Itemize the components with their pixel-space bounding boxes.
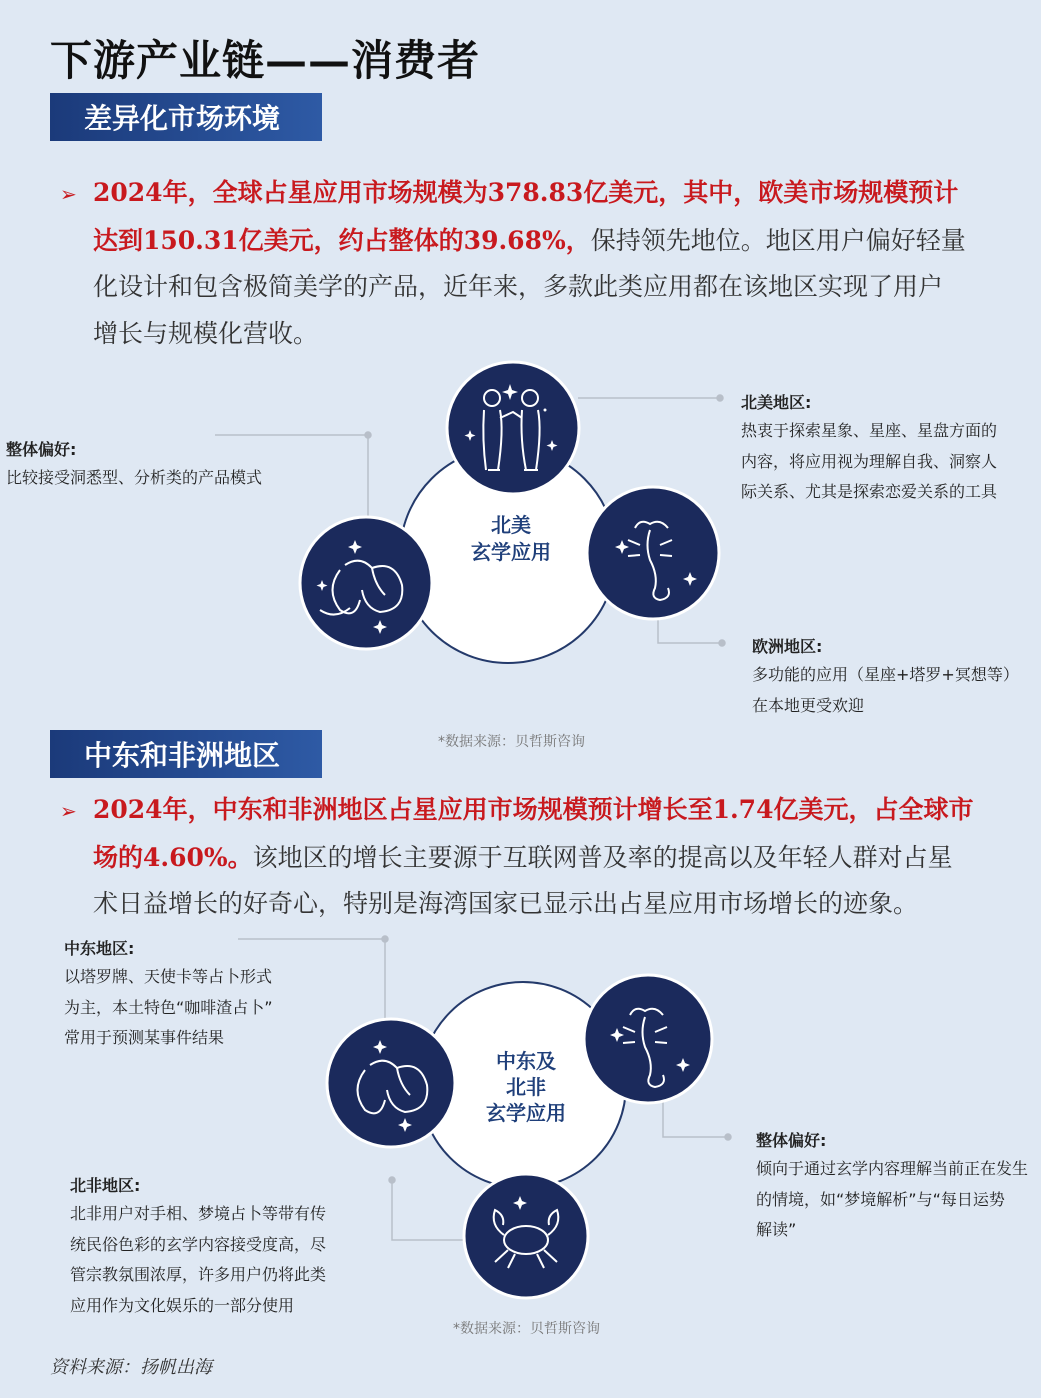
page-title: 下游产业链——消费者 xyxy=(50,36,481,85)
north-africa-line4: 应用作为文化娱乐的一部分使用 xyxy=(70,1295,295,1315)
para1-line4: 增长与规模化营收。 xyxy=(93,318,319,348)
north-america-line1: 热衷于探索星象、星座、星盘方面的 xyxy=(741,421,998,440)
overall-heading-2: 整体偏好: xyxy=(756,1131,827,1150)
bullet-arrow-icon-2: ➢ xyxy=(60,799,77,823)
data-source-2: *数据来源：贝哲斯咨询 xyxy=(453,1321,600,1337)
para1-rest-line2: 保持领先地位。地区用户偏好轻量 xyxy=(590,225,966,255)
middle-east-label xyxy=(64,936,273,1054)
scorpio-icon-2 xyxy=(584,975,712,1103)
north-africa-heading: 北非地区: xyxy=(70,1176,141,1195)
aquarius-icon-2 xyxy=(327,1019,455,1147)
overall-preference-label-2 xyxy=(756,1128,1028,1246)
europe-line1: 多功能的应用（星座+塔罗+冥想等） xyxy=(752,665,1019,684)
middle-east-line3: 常用于预测某事件结果 xyxy=(64,1028,225,1047)
center-label-line2: 玄学应用 xyxy=(471,540,551,564)
bullet-arrow-icon: ➢ xyxy=(60,182,77,206)
section-bar-differentiated-market: 差异化市场环境 xyxy=(50,93,322,141)
north-america-heading: 北美地区: xyxy=(741,393,812,412)
overall2-line2: 的情境，如“梦境解析”与“每日运势 xyxy=(756,1189,1005,1209)
north-america-line2: 内容，将应用视为理解自我、洞察人 xyxy=(741,451,998,471)
north-africa-label xyxy=(70,1173,326,1321)
center2-label-line2: 北非 xyxy=(506,1075,546,1099)
section-bar-mea: 中东和非洲地区 xyxy=(50,730,322,778)
overall-heading-1: 整体偏好: xyxy=(6,440,77,459)
middle-east-heading: 中东地区: xyxy=(64,939,135,958)
para2-red-line2: 场的4.60%。 xyxy=(93,842,253,872)
para1-red-line1: 2024年，全球占星应用市场规模为378.83亿美元，其中，欧美市场规模预计 xyxy=(93,178,959,207)
middle-east-line2: 为主，本土特色“咖啡渣占卜” xyxy=(64,997,273,1017)
europe-heading: 欧洲地区: xyxy=(752,637,823,656)
north-africa-line1: 北非用户对手相、梦境占卜等带有传 xyxy=(70,1204,327,1223)
para2-line3: 术日益增长的好奇心，特别是海湾国家已显示出占星应用市场增长的迹象。 xyxy=(93,889,919,918)
footer-source: 资料来源：扬帆出海 xyxy=(50,1357,212,1378)
para2-rest-line2: 该地区的增长主要源于互联网普及率的提高以及年轻人群对占星 xyxy=(252,842,953,872)
para1-red-line2: 达到150.31亿美元，约占整体的39.68%， xyxy=(93,225,591,255)
center-label-line1: 北美 xyxy=(491,513,531,537)
north-africa-line3: 管宗教氛围浓厚，许多用户仍将此类 xyxy=(70,1265,327,1284)
para1-line3: 化设计和包含极简美学的产品，近年来，多款此类应用都在该地区实现了用户 xyxy=(93,272,944,301)
north-africa-line2: 统民俗色彩的玄学内容接受度高，尽 xyxy=(70,1234,327,1254)
north-america-line3: 际关系、尤其是探索恋爱关系的工具 xyxy=(741,482,998,501)
para2-red-line1: 2024年，中东和非洲地区占星应用市场规模预计增长至1.74亿美元，占全球市 xyxy=(93,795,974,824)
middle-east-line1: 以塔罗牌、天使卡等占卜形式 xyxy=(64,967,273,986)
data-source-1: *数据来源：贝哲斯咨询 xyxy=(438,734,585,750)
europe-line2: 在本地更受欢迎 xyxy=(752,695,865,715)
center2-label-line3: 玄学应用 xyxy=(486,1101,566,1125)
overall-text-1: 比较接受洞悉型、分析类的产品模式 xyxy=(6,468,263,487)
overall2-line3: 解读” xyxy=(756,1220,797,1239)
overall2-line1: 倾向于通过玄学内容理解当前正在发生 xyxy=(756,1159,1029,1178)
cancer-icon xyxy=(464,1174,588,1298)
center2-label-line1: 中东及 xyxy=(496,1049,556,1073)
